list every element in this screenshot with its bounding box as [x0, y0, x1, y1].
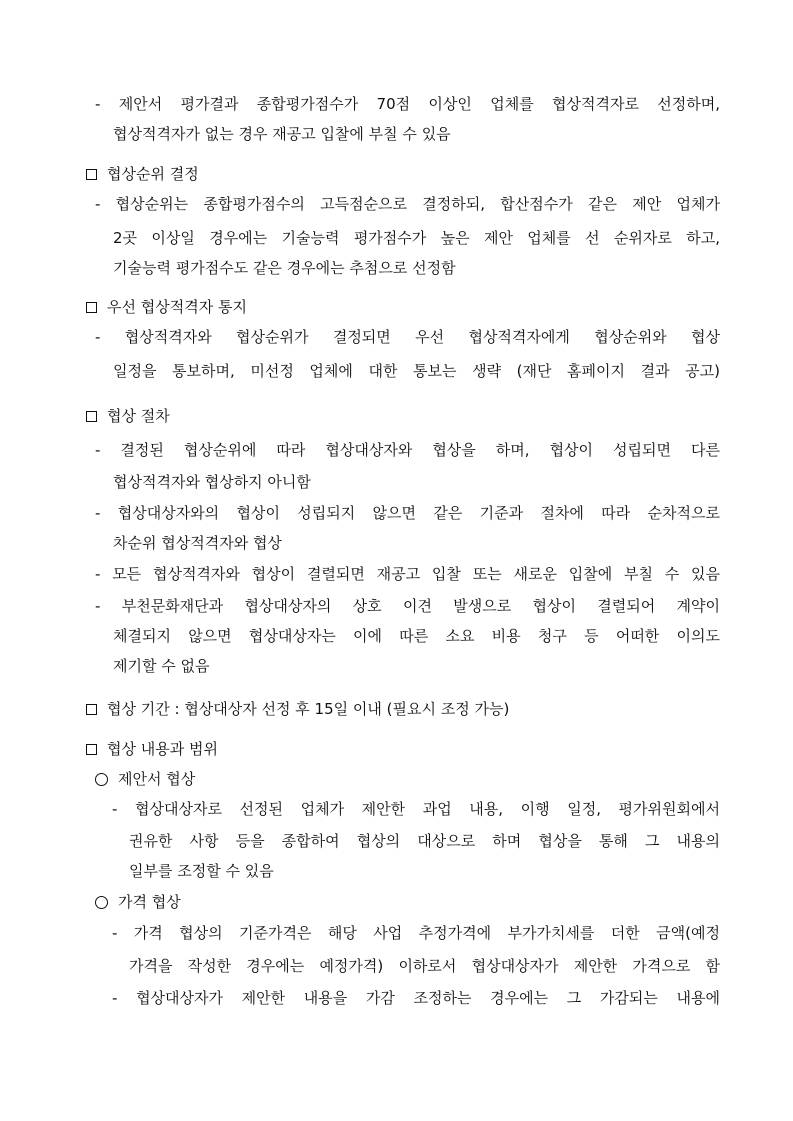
item-9-line-0: - 부천문화재단과 협상대상자의 상호 이견 발생으로 협상이 결렬되어 계약이 [95, 597, 720, 615]
item-2-line-0: - 협상순위는 종합평가점수의 고득점순으로 결정하되, 합산점수가 같은 제안 업체가 [95, 195, 720, 213]
item-15-line-0: - 가격 협상의 기준가격은 해당 사업 추정가격에 부가가치세를 더한 금액(예정 [112, 924, 720, 942]
subsection-heading: 제안서 협상 [118, 770, 196, 788]
item-4-line-1: 일정을 통보하며, 미선정 업체에 대한 통보는 생략 (재단 홈페이지 결과 공고) [113, 362, 720, 380]
checkbox-bullet-icon [86, 411, 97, 422]
item-2-line-2: 기술능력 평가점수도 같은 경우에는 추첨으로 선정함 [113, 259, 456, 277]
item-2-line-1: 2곳 이상일 경우에는 기술능력 평가점수가 높은 제안 업체를 선 순위자로 하고, [113, 229, 720, 247]
checkbox-bullet-icon [86, 704, 97, 715]
item-6-line-1: 협상적격자와 협상하지 아니함 [113, 473, 311, 491]
item-6-line-0: - 결정된 협상순위에 따라 협상대상자와 협상을 하며, 협상이 성립되면 다른 [95, 441, 720, 459]
item-15-line-1: 가격을 작성한 경우에는 예정가격) 이하로서 협상대상자가 제안한 가격으로 함 [129, 957, 720, 975]
item-7-line-0: - 협상대상자와의 협상이 성립되지 않으면 같은 기준과 절차에 따라 순차적으로 [95, 504, 720, 522]
item-9-line-1: 체결되지 않으면 협상대상자는 이에 따른 소요 비용 청구 등 어떠한 이의도 [113, 627, 720, 645]
checkbox-bullet-icon [86, 169, 97, 180]
checkbox-bullet-icon [86, 302, 97, 313]
section-heading: 협상 내용과 범위 [107, 740, 218, 758]
item-13-line-1: 권유한 사항 등을 종합하여 협상의 대상으로 하며 협상을 통해 그 내용의 [129, 832, 720, 850]
section-heading: 협상 기간 : 협상대상자 선정 후 15일 이내 (필요시 조정 가능) [107, 700, 510, 718]
item-16-line-0: - 협상대상자가 제안한 내용을 가감 조정하는 경우에는 그 가감되는 내용에 [112, 989, 720, 1007]
subsection-heading: 가격 협상 [118, 893, 181, 911]
circle-bullet-icon [95, 896, 108, 909]
item-0-line-0: - 제안서 평가결과 종합평가점수가 70점 이상인 업체를 협상적격자로 선정하며, [95, 95, 720, 113]
item-13-line-2: 일부를 조정할 수 있음 [129, 862, 274, 880]
section-heading: 우선 협상적격자 통지 [107, 298, 247, 316]
checkbox-bullet-icon [86, 744, 97, 755]
item-7-line-1: 차순위 협상적격자와 협상 [113, 534, 282, 552]
item-8-line-0: - 모든 협상적격자와 협상이 결렬되면 재공고 입찰 또는 새로운 입찰에 부칠 수 있음 [95, 565, 720, 583]
section-heading: 협상 절차 [107, 407, 170, 425]
circle-bullet-icon [95, 773, 108, 786]
item-13-line-0: - 협상대상자로 선정된 업체가 제안한 과업 내용, 이행 일정, 평가위원회에서 [112, 800, 720, 818]
item-0-line-1: 협상적격자가 없는 경우 재공고 입찰에 부칠 수 있음 [113, 125, 451, 143]
section-heading: 협상순위 결정 [107, 165, 199, 183]
item-4-line-0: - 협상적격자와 협상순위가 결정되면 우선 협상적격자에게 협상순위와 협상 [95, 328, 720, 346]
item-9-line-2: 제기할 수 없음 [113, 657, 210, 675]
